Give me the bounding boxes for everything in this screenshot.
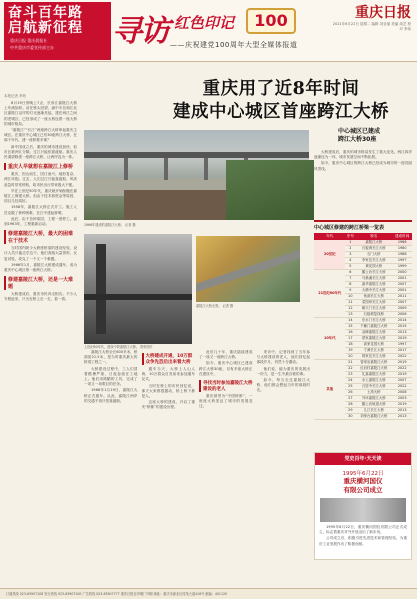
year-cell: 1997 bbox=[392, 342, 412, 348]
paragraph: 重庆被誉为“中国桥都”，一座座大桥见证了城市的发展变迁。 bbox=[199, 394, 253, 409]
year-cell: 2013 bbox=[392, 330, 412, 336]
promo-title-line2: 有限公司成立 bbox=[343, 486, 383, 494]
year-cell: 2001 bbox=[392, 276, 412, 282]
index-cell: 13 bbox=[345, 312, 355, 318]
paragraph: “嘉陵江”“长江”两座跨江大桥串起重庆主城区。在重庆中心城区已有30座跨江大桥，在那个年代，建一座桥要多难？ bbox=[4, 128, 77, 143]
table-header: 序号 bbox=[346, 234, 354, 238]
body-column-3 bbox=[199, 350, 253, 562]
index-cell: 30 bbox=[345, 414, 355, 420]
bridge-name-cell: 鹅公岩轨道大桥 bbox=[355, 402, 392, 408]
index-cell: 17 bbox=[345, 336, 355, 342]
index-cell: 28 bbox=[345, 402, 355, 408]
bridge-name-cell: 菜园坝长江大桥 bbox=[355, 300, 392, 306]
year-cell: 1988 bbox=[392, 252, 412, 258]
promo-image bbox=[320, 498, 406, 522]
paragraph: 1958年，嘉陵江大桥正式开工。施工人员克服了种种困难，在江中建起桥墩。 bbox=[4, 205, 77, 215]
year-cell: 1999 bbox=[392, 264, 412, 270]
paragraph: 1966年1月19日，嘉陵江大桥正式通车。从此，嘉陵江两岸的交通不再只依靠渡船。 bbox=[84, 388, 138, 403]
table-title: 中心城区修建的跨江桥梁一览表 bbox=[314, 225, 385, 231]
index-cell: 11 bbox=[345, 300, 355, 306]
slogan-sub2: 中共重庆市委宣传部主办 bbox=[10, 45, 54, 50]
paragraph: 当时国内缺少大跨度桥梁的建设经验，设计人员只能边学边干。他们查阅大量资料，反复试验，攻克了一个又一个难题。 bbox=[4, 246, 77, 261]
section-heading: 寻找当时参加嘉陵江大桥建设的老人 bbox=[199, 380, 253, 392]
right-column-text bbox=[314, 150, 412, 216]
index-cell: 27 bbox=[345, 396, 355, 402]
bridge-name-cell: 刘家台嘉陵江大桥 bbox=[355, 414, 392, 420]
era-cell: 其他 bbox=[314, 360, 345, 420]
headline-line1: 重庆用了近8年时间 bbox=[202, 79, 360, 99]
paragraph: 重庆，因山而生，因江而兴。地形复杂，两江环抱。过去，人们过江只能靠渡船，风高浪急时常常停航，给市民出行带来极大不便。 bbox=[4, 172, 77, 187]
year-cell: 2013 bbox=[392, 414, 412, 420]
index-cell: 14 bbox=[345, 318, 355, 324]
paragraph: 嘉陵江大桥全长600多米，桥面宽21.5米，是当时重庆最大的桥梁工程之一。 bbox=[84, 350, 138, 365]
index-cell: 1 bbox=[345, 240, 355, 246]
index-cell: 22 bbox=[345, 366, 355, 372]
bridge-table-box bbox=[314, 220, 412, 448]
bridge-name-cell: 东水门长江大桥 bbox=[355, 318, 392, 324]
crane-shape bbox=[96, 244, 106, 334]
promo-date: 1995年6月22日 bbox=[342, 471, 384, 477]
year-cell: 1966 bbox=[392, 240, 412, 246]
section-heading: 重庆人早就想在嘉陵江上修桥 bbox=[4, 163, 77, 170]
year-cell: 2022 bbox=[392, 354, 412, 360]
bridge-name-cell: 石门大桥 bbox=[355, 252, 392, 258]
paragraph: 大桥建成后，重庆的城市格局发生了重大变化。两江四岸逐渐连为一体，城市发展空间不断拓展。 bbox=[314, 150, 412, 160]
index-cell: 25 bbox=[345, 384, 355, 390]
bridge-name-cell: 外环嘉陵江大桥 bbox=[355, 396, 392, 402]
beam-shape bbox=[84, 294, 192, 300]
bridge-name-cell: 嘉陵江大桥 bbox=[355, 240, 392, 246]
bridge-name-cell: 水土嘉陵江大桥 bbox=[355, 378, 392, 384]
anniversary-logo: 100 bbox=[246, 8, 296, 34]
paragraph: 采访中，记者找到了当年参与大桥建设的老人，他们回忆起那段岁月，仍然十分激动。 bbox=[256, 350, 310, 365]
bridge-name-cell: 高家花园大桥 bbox=[355, 342, 392, 348]
promo-title-line1: 重庆横河国仪 bbox=[343, 477, 383, 485]
bridge-table bbox=[314, 233, 412, 420]
bridge-pier-shape bbox=[164, 158, 168, 180]
index-cell: 12 bbox=[345, 306, 355, 312]
index-cell: 8 bbox=[345, 282, 355, 288]
year-cell: 2019 bbox=[392, 372, 412, 378]
year-cell: 2019 bbox=[392, 360, 412, 366]
bridge-name-cell: 朝天门长江大桥 bbox=[355, 306, 392, 312]
year-cell: 2007 bbox=[392, 282, 412, 288]
bridge-name-cell: 红岩村嘉陵江大桥 bbox=[355, 366, 392, 372]
paragraph: 新中国成立后，重庆的城市建设加快，但市区被两江分隔，过江只能依靠渡船。重庆人民渴望修建一座跨江大桥，让两岸连为一体。 bbox=[4, 144, 77, 160]
year-cell: 2022 bbox=[392, 384, 412, 390]
year-cell: 2019 bbox=[392, 336, 412, 342]
bridge-name-cell: 郭家沱长江大桥 bbox=[355, 354, 392, 360]
year-cell: 2011 bbox=[392, 294, 412, 300]
deck bbox=[338, 128, 408, 144]
bridge-name-cell: 土湾大桥 bbox=[355, 390, 392, 396]
paragraph: 大桥建设过程中，工人们冒着酷暑严寒，日夜奋战在工地上。他们用简陋的工具，完成了一项又一项艰巨的任务。 bbox=[84, 366, 138, 387]
year-cell: 2022 bbox=[392, 366, 412, 372]
year-cell: 2019 bbox=[392, 402, 412, 408]
deck-line1: 中心城区已建成 bbox=[338, 128, 381, 135]
year-cell: 2013 bbox=[392, 408, 412, 414]
paragraph: 早在上世纪50年代，重庆就开始酝酿在嘉陵江上修建大桥。但由于技术和资金等原因，项目几经周折。 bbox=[4, 188, 77, 204]
paragraph: 当时在桥上的市民回忆说，那天大家都很激动，桥上桥下都是人。 bbox=[141, 383, 195, 399]
footer: 订阅热线 023-63907108 发行热线 023-63907100 广告热线 023-63907777 重庆日报社印刷厂印刷 地址：重庆市渝北区同茂大道416号 邮编：401120 bbox=[0, 588, 417, 599]
bridge-name-cell: 嘉华嘉陵江大桥 bbox=[355, 282, 392, 288]
headline bbox=[150, 78, 412, 124]
index-cell: 23 bbox=[345, 372, 355, 378]
bridge-name-cell: 蔡家嘉陵江大桥 bbox=[355, 336, 392, 342]
construction-photo bbox=[84, 234, 192, 344]
left-column bbox=[4, 94, 77, 562]
year-cell: 2000 bbox=[392, 270, 412, 276]
bridge-name-cell: 几江长江大桥 bbox=[355, 408, 392, 414]
color-photo-caption: 嘉陵江大桥全景。 记者 摄 bbox=[196, 304, 234, 308]
bridge-name-cell: 鹅公岩长江大桥 bbox=[355, 270, 392, 276]
bw-photo-caption: 上世纪60年代，建设中的嘉陵江大桥。 资料图片 bbox=[84, 345, 153, 349]
headline-line2: 建成中心城区首座跨江大桥 bbox=[173, 102, 389, 122]
bridge-deck-shape bbox=[84, 152, 309, 158]
year-cell: 2003 bbox=[392, 396, 412, 402]
slogan-sub1: 重庆日报 重庆晨报社 bbox=[10, 38, 48, 43]
section-heading: 修建嘉陵江大桥，还是一大难题 bbox=[4, 276, 77, 290]
paragraph: 如今，每当走过嘉陵江大桥，他们都会想起当年的那段时光。 bbox=[256, 378, 310, 393]
road-shape bbox=[196, 246, 300, 294]
paragraph: 1995年6月22日，重庆横河国仪有限公司正式成立，标志着重庆对外开放迈出了新步伐。 bbox=[319, 525, 407, 535]
paragraph: 此后，由于各种原因，工程一度停工。直到1963年，工程重新启动。 bbox=[4, 216, 77, 227]
table-row bbox=[314, 318, 412, 324]
bridge-name-cell: 双碑嘉陵江大桥 bbox=[355, 330, 392, 336]
index-cell: 3 bbox=[345, 252, 355, 258]
section-heading: 修建嘉陵江大桥，最大的困难在于技术 bbox=[4, 230, 77, 244]
index-cell: 2 bbox=[345, 246, 355, 252]
paragraph: 此后几十年，重庆陆续建成了一座又一座跨江大桥。 bbox=[199, 350, 253, 360]
paper-name: 重庆日报 bbox=[355, 5, 411, 21]
year-cell: 1980 bbox=[392, 246, 412, 252]
body-column-1 bbox=[84, 350, 138, 562]
era-cell: 20世纪 bbox=[314, 240, 345, 270]
index-cell: 26 bbox=[345, 390, 355, 396]
slogan-line1: 奋斗百年路 bbox=[8, 5, 83, 21]
year-cell: 2015 bbox=[392, 324, 412, 330]
index-cell: 24 bbox=[345, 378, 355, 384]
paragraph: 1966年1月，嘉陵江大桥建成通车，成为重庆中心城区第一座跨江大桥。 bbox=[4, 262, 77, 273]
slogan-block bbox=[4, 2, 111, 60]
paragraph: 通车当天，大桥上人山人海，10万群众自发前来参加通车仪式。 bbox=[141, 367, 195, 382]
year-cell: 2008 bbox=[392, 390, 412, 396]
year-cell: 1997 bbox=[392, 258, 412, 264]
year-cell: 2007 bbox=[392, 300, 412, 306]
year-cell: 2006 bbox=[392, 312, 412, 318]
index-cell: 10 bbox=[345, 294, 355, 300]
bridge-name-cell: 寸滩长江大桥 bbox=[355, 348, 392, 354]
table-row bbox=[314, 360, 412, 366]
masthead bbox=[0, 0, 417, 62]
era-cell: 10年代 bbox=[314, 318, 345, 360]
section-heading: 大桥建成开通，10万群众争先恐后出来看大桥 bbox=[142, 353, 196, 365]
year-cell: 2009 bbox=[392, 306, 412, 312]
bridge-name-cell: 千厮门嘉陵江大桥 bbox=[355, 324, 392, 330]
bridge-name-cell: 大佛寺长江大桥 bbox=[355, 288, 392, 294]
bridge-pier-shape bbox=[204, 158, 208, 180]
year-cell: 2001 bbox=[392, 288, 412, 294]
index-cell: 18 bbox=[345, 342, 355, 348]
bridge-name-cell: 曾家岩嘉陵江大桥 bbox=[355, 360, 392, 366]
bridge-name-cell: 李家沱长江大桥 bbox=[355, 258, 392, 264]
table-header: 建成时间 bbox=[392, 233, 412, 240]
paragraph: 大桥建成后，重庆市民奔走相告。不少人专程赶来，只为在桥上走一走，看一看。 bbox=[4, 292, 77, 302]
bridge-name-cell: 石板坡复线桥 bbox=[355, 312, 392, 318]
bridge-name-cell: 鱼洞长江大桥 bbox=[355, 294, 392, 300]
column-title-xunfang: 寻访 bbox=[112, 14, 168, 49]
table-row bbox=[314, 270, 412, 276]
body-column-2 bbox=[142, 350, 196, 562]
index-cell: 4 bbox=[345, 258, 355, 264]
index-cell: 7 bbox=[345, 276, 355, 282]
index-cell: 19 bbox=[345, 348, 355, 354]
body-columns bbox=[84, 350, 310, 562]
bridge-name-cell: 石板坡长江大桥 bbox=[355, 246, 392, 252]
table-header: 桥名 bbox=[355, 233, 392, 240]
bridge-name-cell: 马桑溪长江大桥 bbox=[355, 276, 392, 282]
index-cell: 20 bbox=[345, 354, 355, 360]
year-cell: 2007 bbox=[392, 378, 412, 384]
paragraph: 如今，重庆中心城区已建成跨江大桥30座，另有多座大桥正在建设中。 bbox=[199, 361, 253, 376]
index-cell: 9 bbox=[345, 288, 355, 294]
main-photo-caption: 1966年建成的嘉陵江大桥。 记者 摄 bbox=[84, 223, 136, 227]
index-cell: 21 bbox=[345, 360, 355, 366]
bridge-pier-shape bbox=[124, 158, 128, 180]
bridge-name-cell: 礼嘉嘉陵江大桥 bbox=[355, 372, 392, 378]
year-cell: 2014 bbox=[392, 318, 412, 324]
slogan-line2: 启航新征程 bbox=[8, 20, 83, 36]
index-cell: 29 bbox=[345, 408, 355, 414]
paragraph: 6月19日傍晚上7点，长寿江嘉陵江大桥上车流如织。站在桥头回望，渝中半岛和江北区嘉陵江沿岸的灯光逐渐亮起，建在两江之间的老城区，已经形成了一座大桥连着一座大桥的城市格局。 bbox=[4, 101, 77, 126]
index-cell: 5 bbox=[345, 264, 355, 270]
year-cell: 2017 bbox=[392, 348, 412, 354]
deck-line2: 跨江大桥30座 bbox=[338, 136, 377, 143]
era-cell: 21世纪00年代 bbox=[314, 270, 345, 318]
history-promo bbox=[314, 452, 412, 560]
paragraph: 他们说，能为重庆的发展出一份力，是一生中最自豪的事。 bbox=[256, 366, 310, 376]
paragraph: 如今，重庆中心城区的跨江大桥已经成为城市的一道亮丽风景线。 bbox=[314, 161, 412, 171]
table-body bbox=[314, 240, 412, 420]
byline: 本报记者 李珩 bbox=[4, 94, 27, 98]
index-cell: 6 bbox=[345, 270, 355, 276]
column-title-hongse: 红色印记 bbox=[174, 14, 235, 32]
paragraph: 这座大桥的建成，开启了重庆“桥都”的建设历程。 bbox=[141, 400, 195, 410]
table-header: 年代 bbox=[314, 233, 345, 240]
paragraph: 公司成立后，积极引进先进技术和管理经验，为重庆工业发展作出了积极贡献。 bbox=[319, 536, 407, 546]
index-cell: 16 bbox=[345, 330, 355, 336]
column-subtitle: ——庆祝建党100周年大型全媒体报道 bbox=[170, 41, 298, 49]
paper-info: 2021年6月22日 星期二 编辑 刘亚丽 美编 周艺 校对 李伟 bbox=[332, 22, 411, 31]
bridge-name-cell: 黄花园大桥 bbox=[355, 264, 392, 270]
hillside-photo bbox=[226, 160, 314, 220]
index-cell: 15 bbox=[345, 324, 355, 330]
body-column-4 bbox=[257, 350, 311, 562]
aerial-photo bbox=[196, 236, 300, 302]
bridge-name-cell: 白居寺长江大桥 bbox=[355, 384, 392, 390]
promo-band: 党史百年·天天读 bbox=[315, 453, 411, 465]
